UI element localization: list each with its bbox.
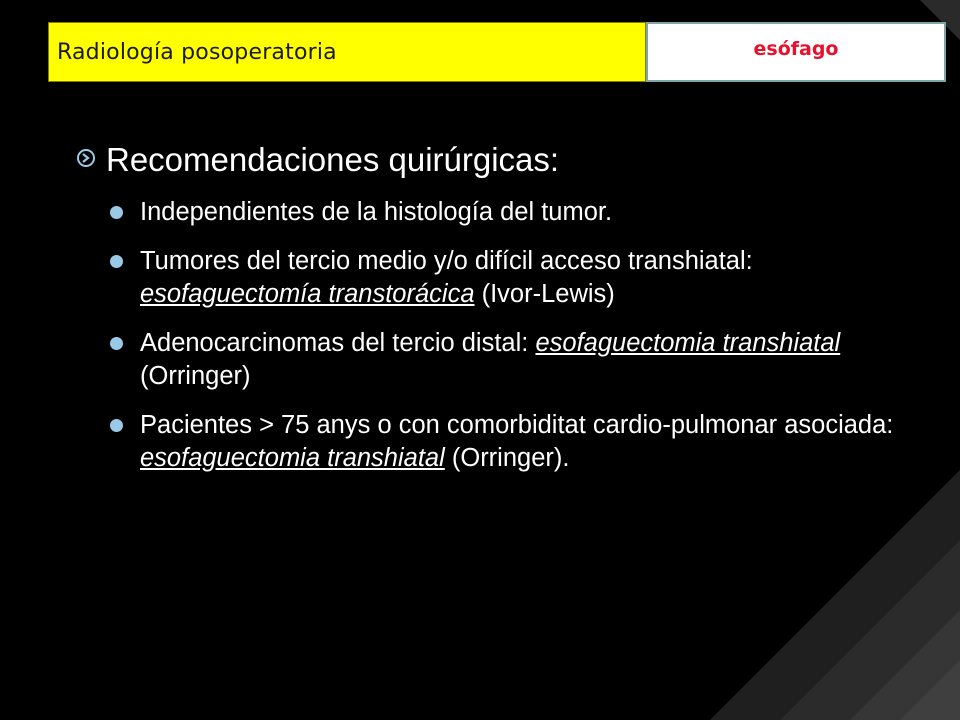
list-item-text: (Ivor-Lewis) [474, 280, 615, 308]
list-item-text: Tumores del tercio medio y/o difícil acceso transhiatal: [140, 247, 753, 275]
dot-icon [110, 337, 123, 350]
header-title: Radiología posoperatoria [48, 22, 646, 82]
list-item-text: Independientes de la histología del tumor. [140, 198, 613, 226]
dot-icon [110, 419, 123, 432]
list-item [76, 245, 936, 311]
list-item [76, 327, 936, 393]
bullet-list [76, 196, 936, 475]
header-tag: esófago [646, 22, 946, 82]
heading-item [76, 138, 936, 182]
dot-icon [110, 206, 123, 219]
dot-icon [110, 255, 123, 268]
slide-header [48, 22, 946, 82]
slide-content [76, 138, 936, 491]
heading-text: Recomendaciones quirúrgicas: [106, 141, 560, 178]
list-item-text: Pacientes > 75 anys o con comorbiditat cardio-pulmonar asociada: [140, 411, 894, 439]
list-item-text: (Orringer). [444, 444, 570, 472]
list-item-emphasis: esofaguectomia transhiatal [140, 444, 445, 472]
list-item-text: Adenocarcinomas del tercio distal: [140, 329, 536, 357]
list-item [76, 409, 936, 475]
list-item-emphasis: esofaguectomia transhiatal [535, 329, 841, 357]
circled-chevron-icon [76, 138, 106, 178]
list-item-emphasis: esofaguectomía transtorácica [140, 280, 475, 308]
list-item-text: (Orringer) [140, 362, 251, 390]
list-item [76, 196, 936, 229]
